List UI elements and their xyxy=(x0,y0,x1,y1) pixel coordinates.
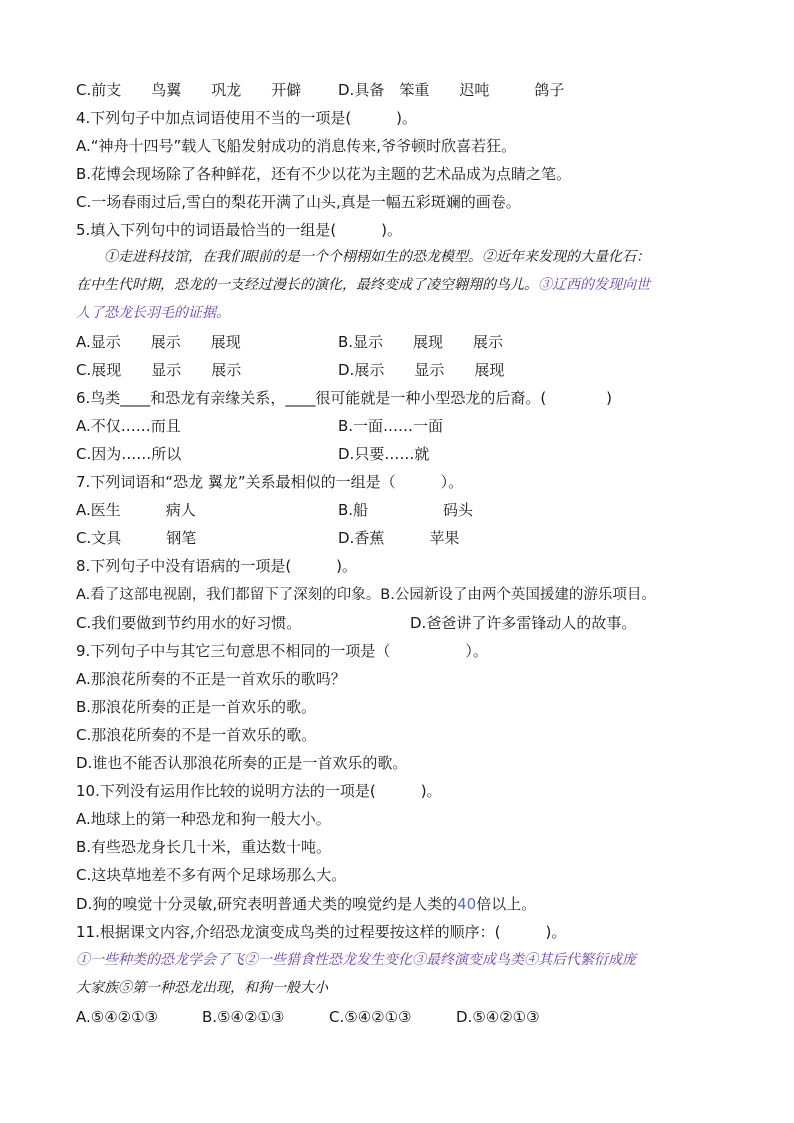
q11-stem: 11.根据课文内容,介绍恐龙演变成鸟类的过程要按这样的顺序：( )。 xyxy=(76,923,567,941)
q10-option-a: A.地球上的第一种恐龙和狗一般大小。 xyxy=(76,810,331,828)
q5-option-b: B.显示 展现 展示 xyxy=(338,333,504,351)
q6-option-b: B.一面……一面 xyxy=(338,417,444,435)
q7-option-c: C.文具 钢笔 xyxy=(76,529,197,547)
option-c: C.前支 鸟翼 巩龙 开僻 xyxy=(76,81,302,99)
q5-option-d: D.展示 显示 展现 xyxy=(338,361,505,379)
q10-stem: 10.下列没有运用作比较的说明方法的一项是( )。 xyxy=(76,782,442,800)
q11-option-c: C.⑤④②①③ xyxy=(329,1008,412,1026)
q4-option-c: C.一场春雨过后,雪白的梨花开满了山头,真是一幅五彩斑斓的画卷。 xyxy=(76,193,521,211)
q8-option-d: D.爸爸讲了许多雷锋动人的故事。 xyxy=(410,614,637,632)
q4-option-a: A.“神舟十四号”载人飞船发射成功的消息传来,爷爷顿时欣喜若狂。 xyxy=(76,137,517,155)
option-d: D.具备 笨重 迟吨 鸽子 xyxy=(338,81,565,99)
q7-option-b: B.船 码头 xyxy=(338,501,474,519)
q11-option-a: A.⑤④②①③ xyxy=(76,1008,159,1026)
q10-option-d-text-end: 倍以上。 xyxy=(476,895,537,913)
q11-option-d: D.⑤④②①③ xyxy=(456,1008,540,1026)
q6-stem: 6.鸟类____和恐龙有亲缘关系，____很可能就是一种小型恐龙的后裔。( ) xyxy=(76,389,613,407)
q9-option-a: A.那浪花所奏的不正是一首欢乐的歌吗？ xyxy=(76,670,346,688)
q10-option-d-text: D.狗的嗅觉十分灵敏,研究表明普通犬类的嗅觉约是人类的 xyxy=(76,895,458,913)
q8-options-ab: A.看了这部电视剧，我们都留下了深刻的印象。B.公园新设了由两个英国援建的游乐项目。 xyxy=(76,587,656,603)
q9-option-b: B.那浪花所奏的正是一首欢乐的歌。 xyxy=(76,698,317,716)
q11-list-line-2: 大家族⑤第一种恐龙出现，和狗一般大小 xyxy=(76,980,328,996)
q6-option-c: C.因为……所以 xyxy=(76,445,182,463)
q5-passage-line-3: 人了恐龙长羽毛的证据。 xyxy=(76,305,230,321)
q10-option-d xyxy=(76,893,536,915)
q7-stem: 7.下列词语和“恐龙 翼龙”关系最相似的一组是（ ）。 xyxy=(76,473,464,491)
q5-passage-line-2 xyxy=(76,274,650,296)
q6-option-a: A.不仅……而且 xyxy=(76,417,181,435)
q4-option-b: B.花博会现场除了各种鲜花，还有不少以花为主题的艺术品成为点睛之笔。 xyxy=(76,165,572,183)
q5-option-a: A.显示 展示 展现 xyxy=(76,333,241,351)
q5-passage-line-2-highlight: ③辽西的发现向世 xyxy=(538,277,650,293)
q8-option-c: C.我们要做到节约用水的好习惯。 xyxy=(76,614,302,632)
q10-option-b: B.有些恐龙身长几十米，重达数十吨。 xyxy=(76,838,332,856)
q9-option-d: D.谁也不能否认那浪花所奏的正是一首欢乐的歌。 xyxy=(76,754,408,772)
q5-passage-line-2-text: 在中生代时期，恐龙的一支经过漫长的演化，最终变成了凌空翱翔的鸟儿。 xyxy=(76,277,538,293)
q8-stem: 8.下列句子中没有语病的一项是( )。 xyxy=(76,557,358,575)
q11-option-b: B.⑤④②①③ xyxy=(202,1008,285,1026)
q10-option-d-number: 40 xyxy=(457,895,477,913)
q11-list-line-1: ①一些种类的恐龙学会了飞②一些猎食性恐龙发生变化③最终演变成鸟类④其后代繁衍成庞 xyxy=(76,952,636,968)
q10-option-c: C.这块草地差不多有两个足球场那么大。 xyxy=(76,866,347,884)
q7-option-a: A.医生 病人 xyxy=(76,501,196,519)
q6-option-d: D.只要……就 xyxy=(338,445,430,463)
q4-stem: 4.下列句子中加点词语使用不当的一项是( )。 xyxy=(76,109,418,127)
q7-option-d: D.香蕉 苹果 xyxy=(338,529,460,547)
q5-option-c: C.展现 显示 展示 xyxy=(76,361,242,379)
q5-passage-line-1: ①走进科技馆，在我们眼前的是一个个栩栩如生的恐龙模型。②近年来发现的大量化石： xyxy=(104,249,650,265)
q9-option-c: C.那浪花所奏的不是一首欢乐的歌。 xyxy=(76,726,317,744)
q9-stem: 9.下列句子中与其它三句意思不相同的一项是（ ）。 xyxy=(76,642,488,660)
q5-stem: 5.填入下列句中的词语最恰当的一组是( )。 xyxy=(76,221,403,239)
